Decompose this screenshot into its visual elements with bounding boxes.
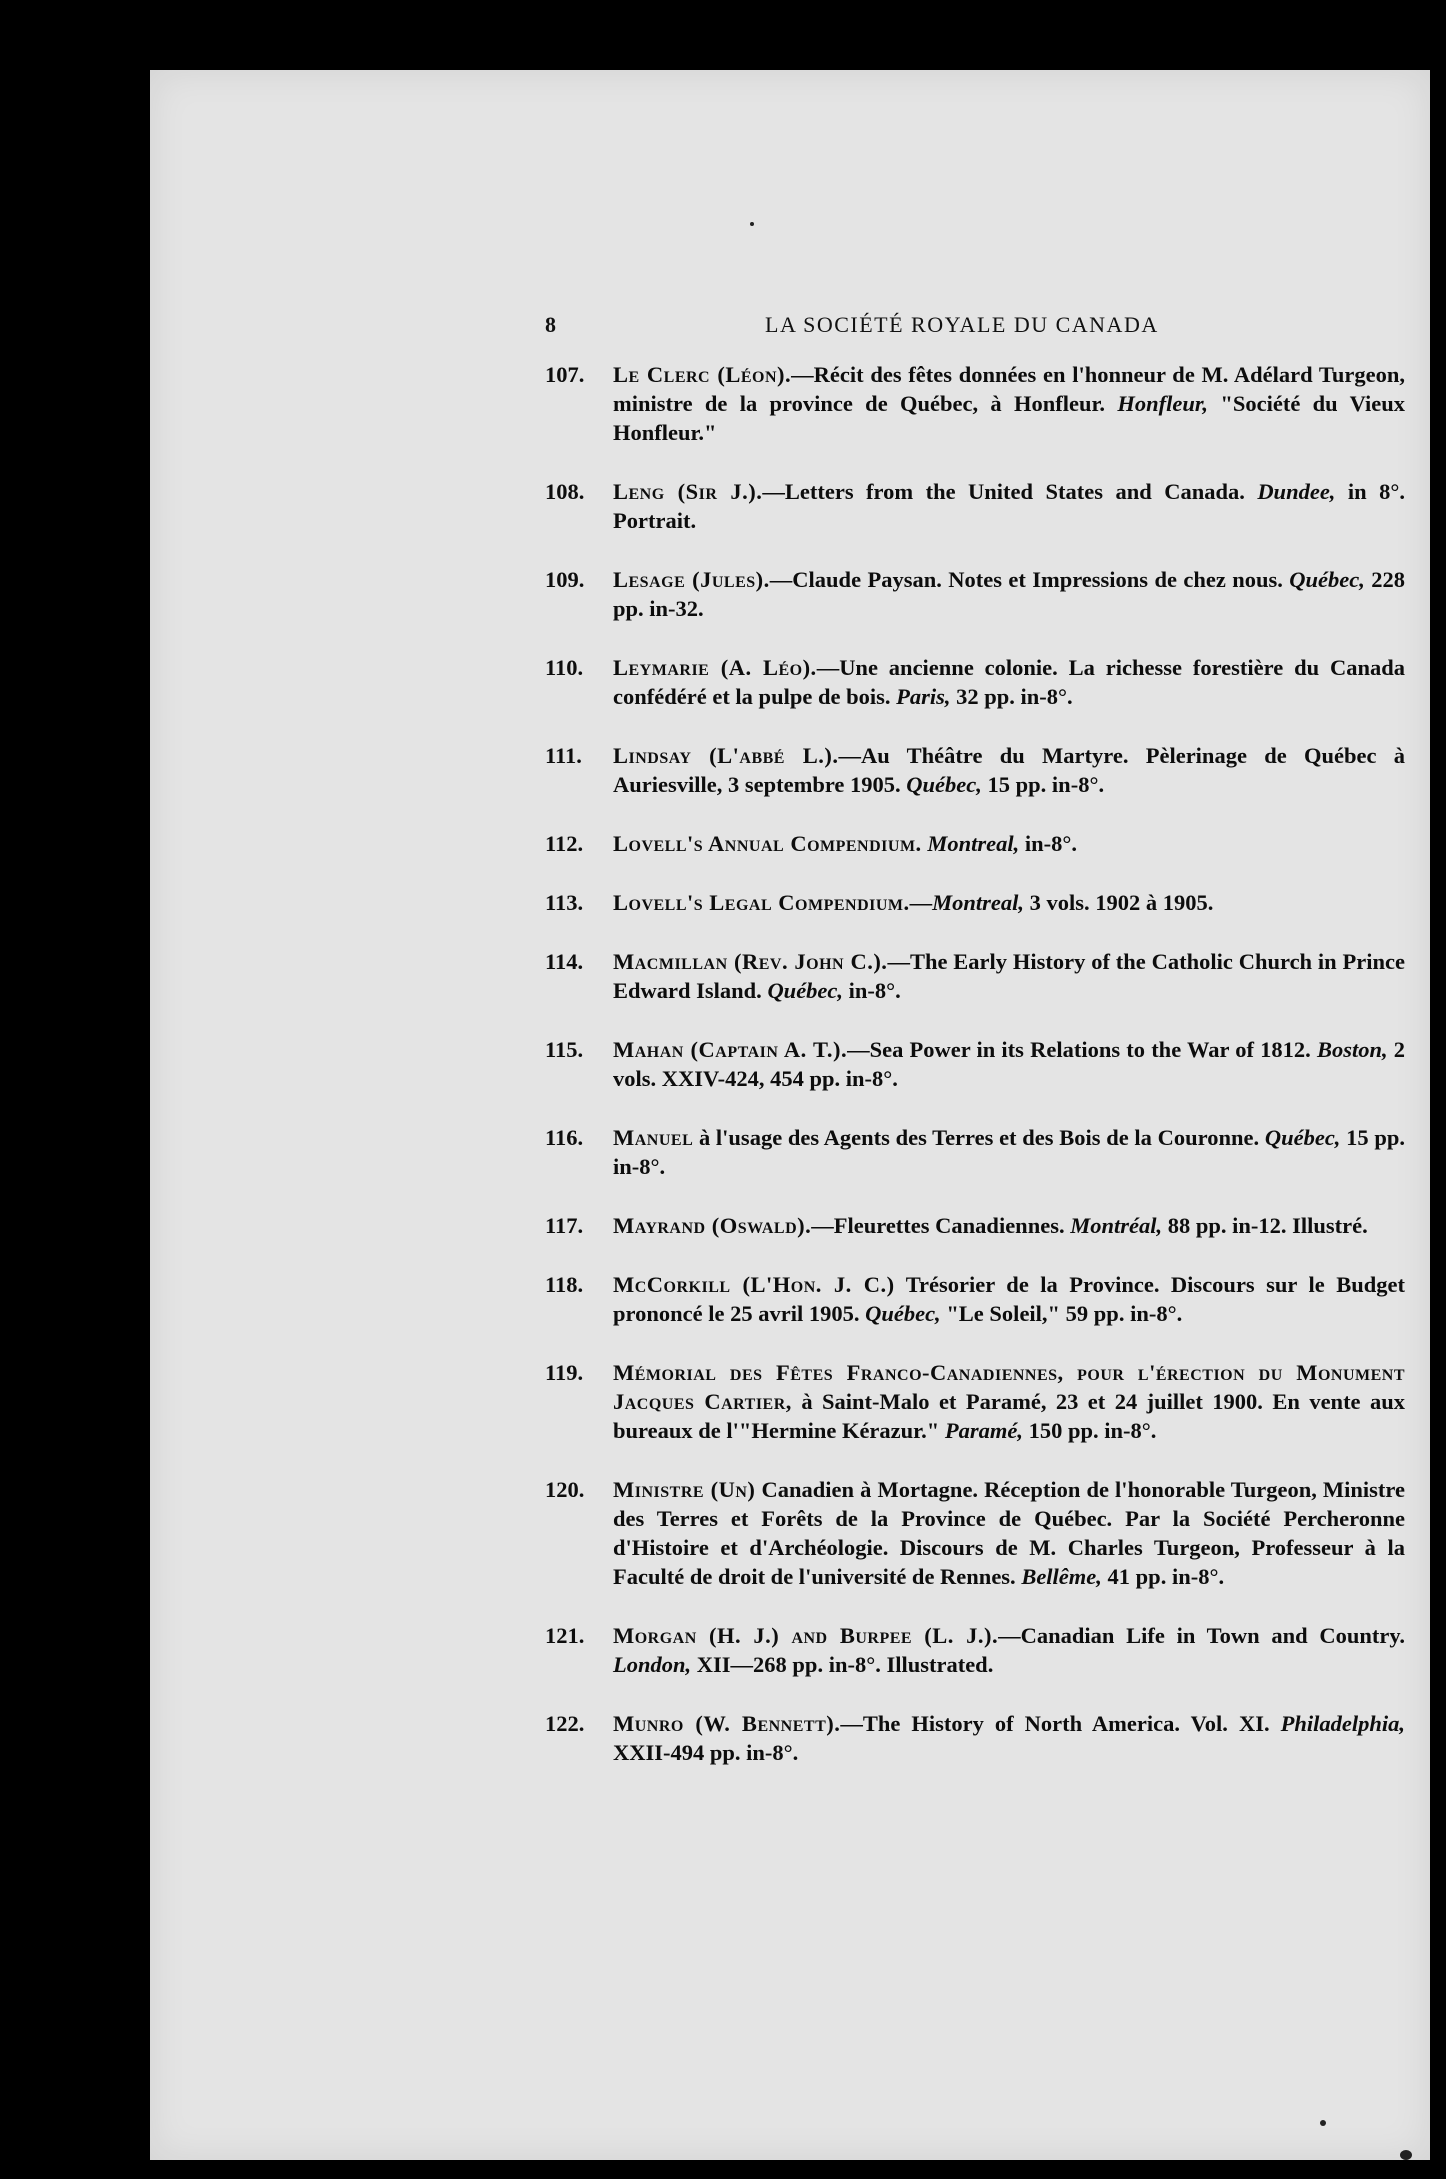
entry-place: Boston, (1316, 1037, 1388, 1062)
entry-text (613, 1621, 1405, 1679)
entry-number: 107. (545, 362, 585, 387)
entry-author: Lovell's Annual Compendium. (613, 831, 922, 856)
entry-title: —The Early History of the Catholic Church in Prince Edward Island. (613, 949, 1405, 1003)
entry-text (613, 741, 1405, 799)
entry-number: 122. (545, 1711, 585, 1736)
entry-text (613, 360, 1405, 447)
entry-place: Dundee, (1257, 479, 1336, 504)
page-header (545, 312, 1425, 352)
bibliography-entry (545, 888, 1405, 917)
bibliography-entry (545, 1270, 1405, 1328)
entry-details: 41 pp. in-8°. (1101, 1564, 1225, 1589)
entry-details: in-8°. (1019, 831, 1077, 856)
entry-place: Québec, (767, 978, 844, 1003)
entry-title: Trésorier de la Province. Discours sur le Budget prononcé le 25 avril 1905. (613, 1272, 1405, 1326)
entry-text (613, 565, 1405, 623)
entry-number: 118. (545, 1272, 584, 1297)
entry-text (613, 1709, 1405, 1767)
entry-details: in 8°. Portrait. (613, 479, 1405, 533)
entry-number: 114. (545, 949, 584, 974)
entry-text (613, 829, 1405, 858)
entry-text (613, 888, 1405, 917)
entry-author: McCorkill (L'Hon. J. C.) (613, 1272, 895, 1297)
entry-details: 2 vols. XXIV-424, 454 pp. in-8°. (613, 1037, 1406, 1091)
entry-details: "Société du Vieux Honfleur." (613, 391, 1405, 445)
entry-text (613, 477, 1405, 535)
bibliography-list (545, 360, 1405, 1767)
entry-details: "Le Soleil," 59 pp. in-8°. (940, 1301, 1183, 1326)
entry-details: 15 pp. in-8°. (981, 772, 1105, 797)
entry-title: —Canadian Life in Town and Country. (998, 1623, 1405, 1648)
entry-text (613, 1270, 1405, 1328)
entry-title: —Récit des fêtes données en l'honneur de M. Adélard Turgeon, ministre de la province de Québec, à Honfleur. (613, 362, 1406, 416)
entry-details: 15 pp. in-8°. (613, 1125, 1406, 1179)
entry-title: —Une ancienne colonie. La richesse forestière du Canada confédéré et la pulpe de bois. (613, 655, 1405, 709)
entry-title: — (909, 890, 933, 915)
entry-place: Québec, (1264, 1125, 1341, 1150)
entry-author: Mahan (Captain A. T.). (613, 1037, 848, 1062)
entry-number: 112. (545, 831, 584, 856)
entry-number: 111. (545, 743, 582, 768)
entry-details: 3 vols. 1902 à 1905. (1024, 890, 1214, 915)
entry-number: 109. (545, 567, 585, 592)
entry-place: Paris, (896, 684, 951, 709)
entry-title: —The History of North America. Vol. XI. (840, 1711, 1270, 1736)
bibliography-entry (545, 653, 1405, 711)
bibliography-entry (545, 741, 1405, 799)
entry-text (613, 1211, 1405, 1240)
entry-text (613, 947, 1405, 1005)
entry-number: 113. (545, 890, 584, 915)
entry-details: in-8°. (843, 978, 901, 1003)
entry-title: Canadien à Mortagne. Réception de l'honorable Turgeon, Ministre des Terres et Forêts de la Province de Québec. Par la Société Percheronne d'Histoire et d'Archéologie. Discours de M. Charles Turgeon, Professeur à la Faculté de droit de l'université de Rennes. (613, 1477, 1405, 1589)
bibliography-entry (545, 1621, 1405, 1679)
bibliography-entry (545, 947, 1405, 1005)
entry-number: 121. (545, 1623, 585, 1648)
entry-place: Bellême, (1021, 1564, 1102, 1589)
entry-author: Morgan (H. J.) and Burpee (L. J.). (613, 1623, 999, 1648)
entry-details: 150 pp. in-8°. (1022, 1418, 1157, 1443)
entry-place: Québec, (865, 1301, 941, 1326)
entry-number: 119. (545, 1360, 584, 1385)
entry-number: 120. (545, 1477, 585, 1502)
running-title: LA SOCIÉTÉ ROYALE DU CANADA (765, 312, 1159, 337)
scan-speck (1320, 2120, 1326, 2126)
entry-details: XII—268 pp. in-8°. Illustrated. (691, 1652, 994, 1677)
entry-title: à l'usage des Agents des Terres et des Bois de la Couronne. (693, 1125, 1260, 1150)
entry-text (613, 653, 1405, 711)
entry-text (613, 1475, 1405, 1591)
entry-author: Mémorial des Fêtes Franco-Canadiennes, pour l'érection du Monument Jacques Cartier, (613, 1360, 1405, 1414)
entry-title: —Letters from the United States and Canada. (762, 479, 1245, 504)
bibliography-entry (545, 1358, 1405, 1445)
bibliography-entry (545, 1475, 1405, 1591)
scan-speck (1400, 2150, 1412, 2160)
entry-place: Québec, (906, 772, 982, 797)
bibliography-entry (545, 1211, 1405, 1240)
entry-text (613, 1035, 1405, 1093)
entry-number: 115. (545, 1037, 584, 1062)
entry-place: Honfleur, (1117, 391, 1209, 416)
entry-title: —Fleurettes Canadiennes. (811, 1213, 1065, 1238)
entry-number: 108. (545, 479, 585, 504)
entry-author: Lindsay (L'abbé L.). (613, 743, 839, 768)
entry-title: —Sea Power in its Relations to the War of 1812. (847, 1037, 1311, 1062)
entry-place: Québec, (1289, 567, 1365, 592)
bibliography-entry (545, 477, 1405, 535)
bibliography-entry (545, 1123, 1405, 1181)
entry-author: Manuel (613, 1125, 694, 1150)
entry-author: Mayrand (Oswald). (613, 1213, 812, 1238)
entry-author: Ministre (Un) (613, 1477, 756, 1502)
entry-number: 117. (545, 1213, 584, 1238)
entry-details: 228 pp. in-32. (613, 567, 1405, 621)
entry-details: 32 pp. in-8°. (950, 684, 1073, 709)
entry-details: XXII-494 pp. in-8°. (613, 1740, 799, 1765)
scan-speck (750, 222, 754, 226)
entry-number: 110. (545, 655, 584, 680)
entry-details: 88 pp. in-12. Illustré. (1162, 1213, 1368, 1238)
page-number: 8 (545, 312, 556, 337)
entry-place: Montréal, (1070, 1213, 1163, 1238)
entry-place: London, (613, 1652, 692, 1677)
bibliography-entry (545, 1709, 1405, 1767)
entry-author: Lesage (Jules). (613, 567, 770, 592)
entry-text (613, 1358, 1405, 1445)
entry-title: —Claude Paysan. Notes et Impressions de chez nous. (769, 567, 1283, 592)
bibliography-entry (545, 360, 1405, 447)
entry-place: Montreal, (927, 831, 1020, 856)
entry-author: Leymarie (A. Léo). (613, 655, 817, 680)
entry-place: Philadelphia, (1280, 1711, 1405, 1736)
entry-author: Lovell's Legal Compendium. (613, 890, 910, 915)
bibliography-entry (545, 829, 1405, 858)
entry-place: Montreal, (932, 890, 1025, 915)
entry-text (613, 1123, 1405, 1181)
entry-number: 116. (545, 1125, 584, 1150)
entry-author: Munro (W. Bennett). (613, 1711, 841, 1736)
bibliography-entry (545, 1035, 1405, 1093)
entry-author: Le Clerc (Léon). (613, 362, 792, 387)
entry-title: à Saint-Malo et Paramé, 23 et 24 juillet 1900. En vente aux bureaux de l'"Hermine Kérazur." (613, 1389, 1405, 1443)
bibliography-entry (545, 565, 1405, 623)
entry-place: Paramé, (944, 1418, 1023, 1443)
entry-author: Macmillan (Rev. John C.). (613, 949, 888, 974)
entry-title: —Au Théâtre du Martyre. Pèlerinage de Québec à Auriesville, 3 septembre 1905. (613, 743, 1405, 797)
entry-author: Leng (Sir J.). (613, 479, 763, 504)
